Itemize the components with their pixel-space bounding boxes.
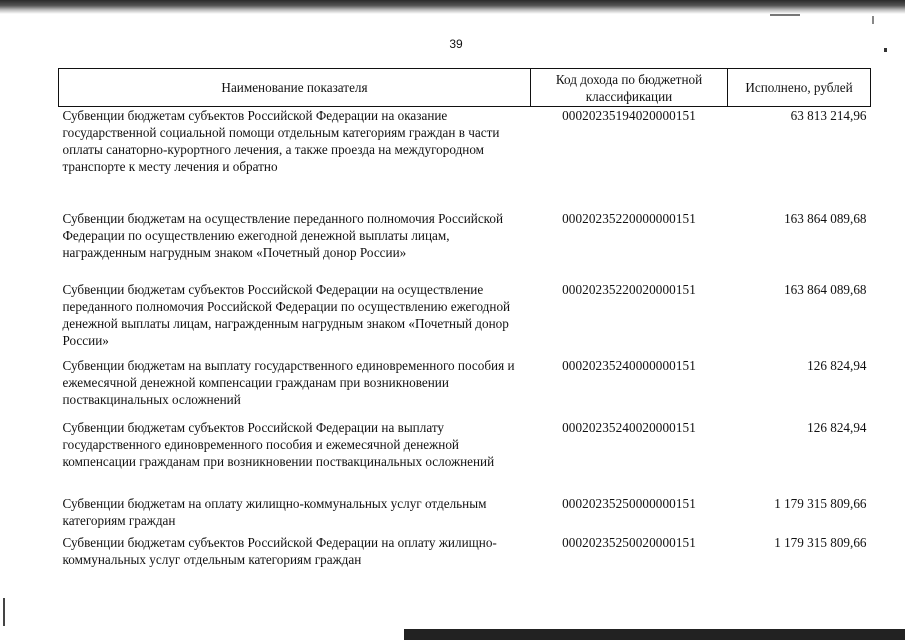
- row-code-cell: 00020235194020000151: [562, 108, 696, 123]
- scan-artifact: [872, 16, 874, 24]
- scan-artifact: [770, 14, 800, 16]
- row-code-cell: 00020235250000000151: [562, 495, 696, 511]
- row-executed-cell: 126 824,94: [807, 357, 867, 373]
- table-row: [59, 210, 871, 281]
- page-number: 39: [449, 37, 463, 51]
- row-executed-cell: 126 824,94: [807, 419, 867, 435]
- row-name-cell: Субвенции бюджетам субъектов Российской Федерации на выплату государственного единовременного пособия и ежемесячной денежной компенсации гражданам при возникновении поствакцинальных осложнений: [62, 419, 495, 469]
- row-name-cell: Субвенции бюджетам субъектов Российской Федерации на оплату жилищно-коммунальных услуг отдельным категориям граждан: [62, 534, 497, 567]
- row-code-cell: 00020235220000000151: [562, 210, 696, 226]
- row-code-cell: 00020235250020000151: [562, 534, 696, 550]
- scan-top-edge: [0, 0, 905, 14]
- row-name-cell: Субвенции бюджетам субъектов Российской Федерации на оказание государственной социальной помощи отдельным категориям граждан в части оплаты санаторно-курортного лечения, а также проезда на междугородном транспорте к месту лечения и обратно: [62, 108, 500, 174]
- row-executed-cell: 163 864 089,68: [784, 281, 867, 297]
- column-header-code: Код дохода по бюджетной классификации: [531, 69, 728, 107]
- row-code-cell: 00020235220020000151: [562, 281, 696, 297]
- table-header-row: [59, 69, 871, 107]
- row-name-cell: Субвенции бюджетам на выплату государственного единовременного пособия и ежемесячной денежной компенсации гражданам при возникновении поствакцинальных осложнений: [62, 357, 515, 407]
- row-code-cell: 00020235240000000151: [562, 357, 696, 373]
- table-row: [59, 357, 871, 419]
- row-name-cell: Субвенции бюджетам на оплату жилищно-коммунальных услуг отдельным категориям граждан: [62, 495, 487, 528]
- row-name-cell: Субвенции бюджетам субъектов Российской Федерации на осуществление переданного полномочия Российской Федерации по осуществлению ежегодной денежной выплаты лицам, награжденным нагрудным знаком «Почетный донор России»: [62, 281, 511, 348]
- budget-report-table: [58, 68, 871, 570]
- row-code-cell: 00020235240020000151: [562, 419, 696, 435]
- column-header-name: Наименование показателя: [59, 69, 531, 107]
- table-row: [59, 107, 871, 210]
- table-row: [59, 534, 871, 570]
- column-header-executed: Исполнено, рублей: [728, 69, 871, 107]
- scan-artifact: [884, 48, 887, 52]
- row-executed-cell: 1 179 315 809,66: [774, 495, 867, 511]
- row-executed-cell: 63 813 214,96: [790, 108, 867, 123]
- scan-artifact: [3, 598, 5, 626]
- table-row: [59, 495, 871, 534]
- row-executed-cell: 163 864 089,68: [784, 210, 867, 226]
- row-name-cell: Субвенции бюджетам на осуществление переданного полномочия Российской Федерации по осуществлению ежегодной денежной выплаты лицам, награжденным нагрудным знаком «Почетный донор России»: [62, 210, 504, 260]
- table-row: [59, 281, 871, 357]
- scan-bottom-edge: [404, 629, 905, 640]
- table-row: [59, 419, 871, 495]
- row-executed-cell: 1 179 315 809,66: [774, 534, 867, 550]
